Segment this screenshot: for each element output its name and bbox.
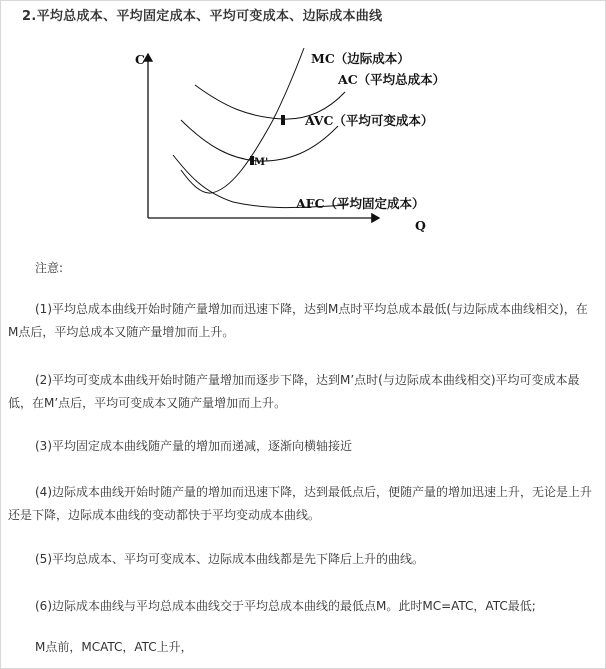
note-label: 注意: (35, 261, 64, 275)
section-title: 2.平均总成本、平均固定成本、平均可变成本、边际成本曲线 (22, 9, 383, 24)
paragraph-5: (5)平均总成本、平均可变成本、边际成本曲线都是先下降后上升的曲线。 (35, 552, 425, 566)
paragraph-6: (6)边际成本曲线与平均总成本曲线交于平均总成本曲线的最低点M。此时MC=ATC，ATC最低; (35, 599, 536, 613)
point-m-marker (281, 115, 285, 125)
paragraph-2: (2)平均可变成本曲线开始时随产量增加而逐步下降，达到M’点时(与边际成本曲线相交)平均可变成本最低，在M’点后，平均可变成本又随产量增加而上升。 (8, 373, 580, 410)
afc-label: AFC（平均固定成本） (296, 196, 425, 211)
paragraph-7: M点前，MCATC，ATC上升， (35, 640, 193, 654)
cost-curve-diagram (133, 42, 465, 234)
avc-label: AVC（平均可变成本） (305, 113, 434, 128)
paragraph-3: (3)平均固定成本曲线随产量的增加而递减，逐渐向横轴接近 (35, 439, 353, 453)
paragraph-4: (4)边际成本曲线开始时随产量的增加而迅速下降，达到最低点后，便随产量的增加迅速上升，无论是上升还是下降，边际成本曲线的变动都快于平均变动成本曲线。 (8, 485, 593, 522)
x-axis-label: Q (415, 218, 426, 233)
point-m-prime-label: M' (254, 157, 269, 168)
mc-curve (181, 48, 304, 193)
ac-label: AC（平均总成本） (338, 72, 446, 87)
mc-label: MC（边际成本） (311, 51, 410, 66)
paragraph-1: (1)平均总成本曲线开始时随产量增加而迅速下降，达到M点时平均总成本最低(与边际成本曲线相交)，在M点后，平均总成本又随产量增加而上升。 (8, 302, 588, 339)
y-axis-label: C (135, 52, 145, 67)
